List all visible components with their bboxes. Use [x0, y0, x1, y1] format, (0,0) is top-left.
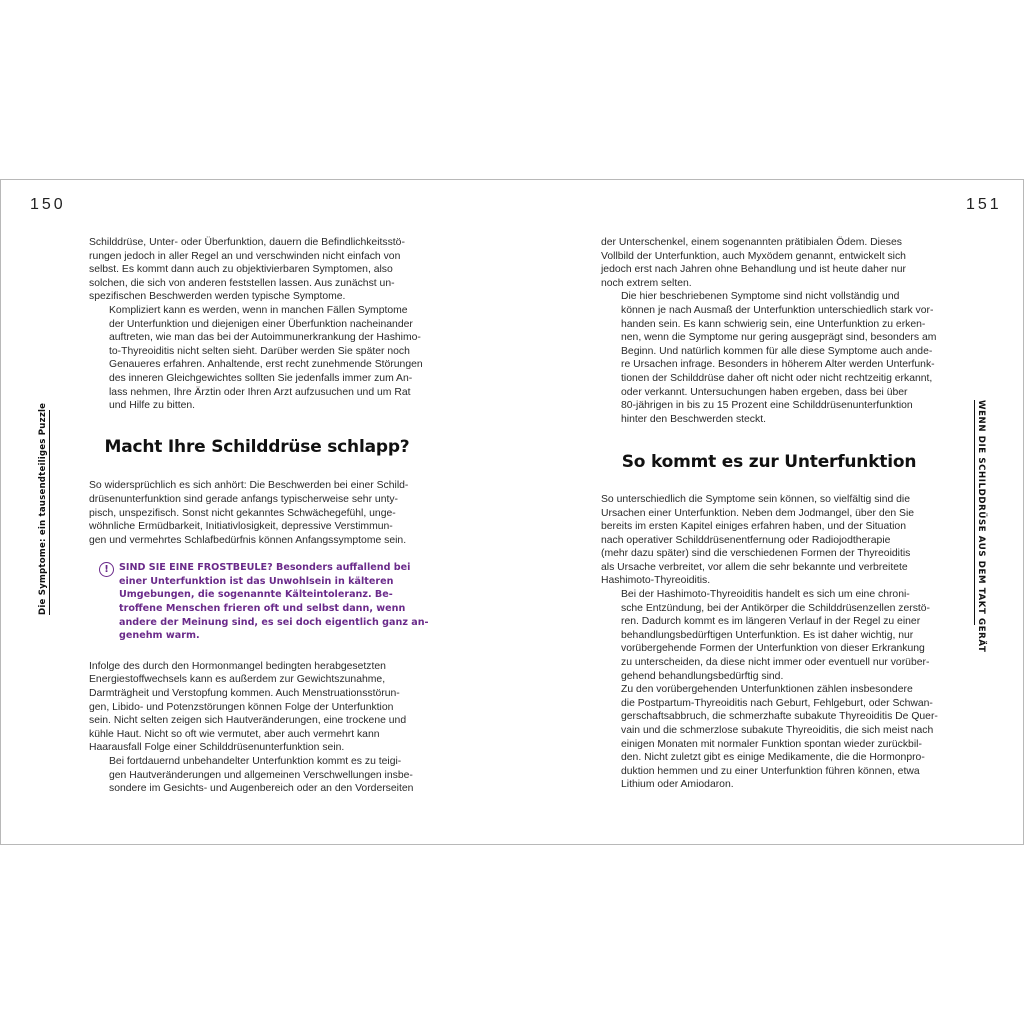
- right-page-column: [601, 236, 937, 792]
- paragraph: So unterschiedlich die Symptome sein können, so vielfältig sind die Ursachen einer Unterfunktion. Neben dem Jodmangel, über den Sie bereits im ersten Kapitel einiges erfahren haben, und der Situation nach operativer Schilddrüsenentfernung oder Radiojodtherapie (mehr dazu später) sind die verschiedenen Formen der Thyreoiditis als Ursache verbreitet, vor allem die sehr bekannte und verbreitete Hashimoto-Thyreoiditis.: [601, 493, 915, 587]
- paragraph: Schilddrüse, Unter- oder Überfunktion, dauern die Befindlichkeitsstö- rungen jedoch in aller Regel an und verschwinden nicht einfach von selbst. Es kommt dann auch zu objektivierbaren Symptomen, also solchen, die sich von anderen feststellen lassen. Aus zunächst un- spezifischen Beschwerden werden typische Symptome.: [89, 237, 405, 303]
- section-heading-left: Macht Ihre Schilddrüse schlapp?: [104, 436, 410, 457]
- running-head-left: Die Symptome: ein tausendteiliges Puzzle: [38, 402, 48, 615]
- info-note: ! SIND SIE EINE FROSTBEULE? Besonders auffallend bei einer Unterfunktion ist das Unwohlsein in kälteren Umgebungen, die sogenannte Kälteintoleranz. Be- troffene Menschen frieren oft und selbst dann, wenn andere der Meinung sind, es sei doch eigentlich ganz an- genehm warm.: [89, 561, 425, 643]
- paragraph: Bei der Hashimoto-Thyreoiditis handelt es sich um eine chroni- sche Entzündung, bei der Antikörper die Schilddrüsenzellen zerstö- ren. Dadurch kommt es im längeren Verlauf in der Regel zu einer behandlungsbedürftigen Unterfunktion. Es ist daher wichtig, nur vorübergehende Formen der Unterfunktion von dieser Erkrankung zu unterscheiden, da diese nicht immer oder eventuell nur vorüber- gehend behandlungsbedürftig sind.: [621, 589, 931, 682]
- page-number-right: 151: [966, 196, 1002, 213]
- section-heading-right: So kommt es zur Unterfunktion: [621, 452, 917, 473]
- paragraph: Zu den vorübergehenden Unterfunktionen zählen insbesondere die Postpartum-Thyreoiditis nach Geburt, Fehlgeburt, oder Schwan- gerschaftsabbruch, die schmerzhafte subakute Thyreoiditis De Quer- vain und die schmerzlose subakute Thyreoiditis, die sich meist nach einigen Monaten mit normaler Funktion spontan wieder zurückbil- den. Nicht zuletzt gibt es einige Medikamente, die die Hormonpro- duktion hemmen und zu einer Unterfunktion führen können, etwa Lithium oder Amiodaron.: [621, 684, 938, 791]
- paragraph: Die hier beschriebenen Symptome sind nicht vollständig und können je nach Ausmaß der Unterfunktion unterschiedlich stark vor- handen sein. Es kann schwierig sein, eine Unterfunktion zu erken- nen, wenn die Symptome nur gering ausgeprägt sind, besonders am Beginn. Und natürlich kommen für alle diese Symptome auch ande- re Ursachen infrage. Besonders in höherem Alter werden Unterfunk- tionen der Schilddrüse daher oft nicht oder nicht rechtzeitig erkannt, oder verkannt. Untersuchungen haben ergeben, dass bei über 80-jährigen in bis zu 15 Prozent eine Schilddrüsenunterfunktion hinter den Beschwerden steckt.: [621, 291, 937, 425]
- running-head-right: WENN DIE SCHILDDRÜSE AUS DEM TAKT GERÄT: [976, 400, 986, 653]
- left-page-column: [89, 236, 429, 796]
- paragraph: der Unterschenkel, einem sogenannten prätibialen Ödem. Dieses Vollbild der Unterfunktion, auch Myxödem genannt, entwickelt sich jedoch erst nach Jahren ohne Behandlung und ist heute daher nur noch extrem selten.: [601, 237, 907, 289]
- paragraph: So widersprüchlich es sich anhört: Die Beschwerden bei einer Schild- drüsenunterfunktion sind gerade anfangs typischerweise sehr unty- pisch, unspezifisch. Sonst nicht gekanntes Schwächegefühl, unge- wöhnliche Ermüdbarkeit, Initiativlosigkeit, depressive Verstimmun- gen und vermehrtes Schlafbedürfnis können Anfangssymptome sein.: [89, 480, 409, 546]
- page-number-left: 150: [30, 196, 66, 213]
- exclamation-icon: !: [99, 562, 114, 577]
- paragraph: Kompliziert kann es werden, wenn in manchen Fällen Symptome der Unterfunktion und diejenigen einer Überfunktion nacheinander auftreten, wie man das bei der Autoimmunerkrankung der Hashimo- to-Thyreoiditis nicht selten sieht. Darüber werden Sie später noch Genaueres erfahren. Anhaltende, erst recht zunehmende Störungen des inneren Gleichgewichtes sollten Sie jedenfalls immer zum An- lass nehmen, Ihre Ärztin oder Ihren Arzt aufzusuchen und um Rat und Hilfe zu bitten.: [109, 304, 423, 412]
- paragraph: Bei fortdauernd unbehandelter Unterfunktion kommt es zu teigi- gen Hautveränderungen und allgemeinen Verschwellungen insbe- sondere im Gesichts- und Augenbereich oder an den Vorderseiten: [109, 756, 414, 795]
- paragraph: Infolge des durch den Hormonmangel bedingten herabgesetzten Energiestoffwechsels kann es außerdem zur Gewichtszunahme, Darmträgheit und Verstopfung kommen. Auch Menstruationsstörun- gen, Libido- und Potenzstörungen können Folge der Unterfunktion sein. Nicht selten zeigen sich Hautveränderungen, eine trockene und kühle Haut. Nicht so oft wie vermutet, aber auch vermehrt kann Haarausfall Folge einer Schilddrüsenunterfunktion sein.: [89, 660, 407, 754]
